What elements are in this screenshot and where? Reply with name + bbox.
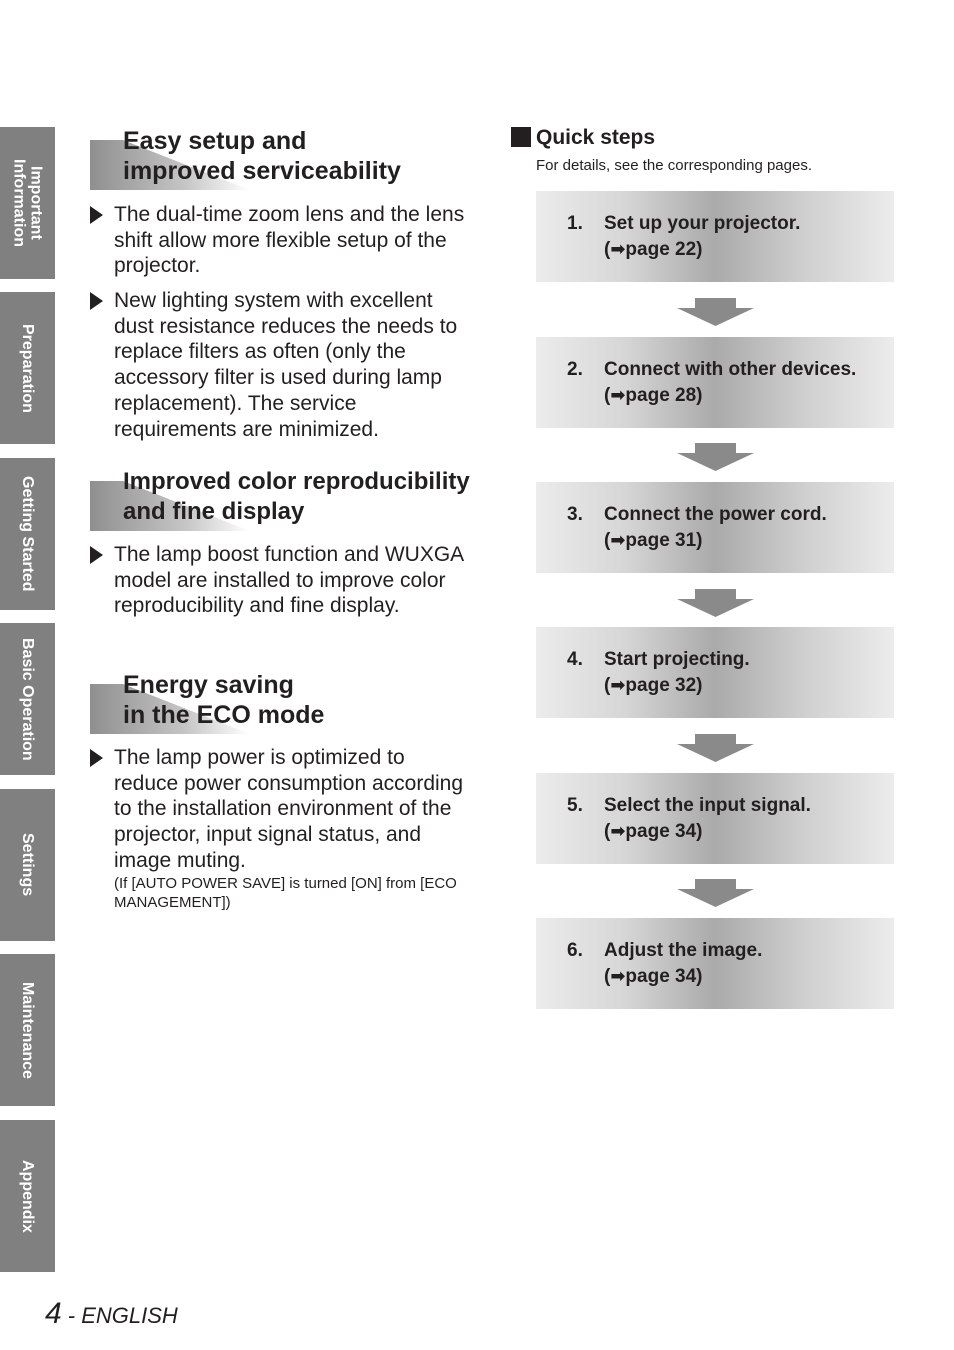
section-title: Easy setup and improved serviceability bbox=[123, 127, 401, 185]
arrow-right-icon: ➡ bbox=[610, 820, 626, 841]
down-arrow-icon bbox=[677, 298, 754, 326]
section-heading-easy-setup bbox=[90, 126, 470, 190]
page-reference-link[interactable]: (➡page 31) bbox=[604, 529, 703, 551]
arrow-right-icon: ➡ bbox=[610, 674, 626, 695]
side-tab-settings[interactable] bbox=[0, 789, 55, 941]
side-tab-label: Basic Operation bbox=[19, 637, 36, 761]
down-arrow-icon bbox=[677, 443, 754, 471]
quick-steps-title: Quick steps bbox=[536, 126, 656, 149]
section-title: Energy saving in the ECO mode bbox=[123, 671, 325, 729]
step-number: 4. bbox=[567, 649, 583, 670]
side-tab-important-information[interactable] bbox=[0, 127, 55, 279]
arrow-right-icon: ➡ bbox=[610, 965, 626, 986]
page-reference-link[interactable]: (➡page 34) bbox=[604, 820, 703, 842]
step-text: Set up your projector. (➡page 22) bbox=[604, 212, 800, 262]
step-box bbox=[536, 627, 894, 718]
step-text: Connect the power cord. (➡page 31) bbox=[604, 503, 827, 553]
section-heading-color-reproducibility bbox=[90, 467, 470, 531]
triangle-bullet-icon bbox=[90, 546, 103, 564]
step-number: 2. bbox=[567, 359, 583, 380]
step-number: 5. bbox=[567, 795, 583, 816]
step-text: Connect with other devices. (➡page 28) bbox=[604, 358, 856, 408]
triangle-bullet-icon bbox=[90, 206, 103, 224]
step-number: 1. bbox=[567, 213, 583, 234]
bullet-item: New lighting system with excellent dust resistance reduces the needs to replace filters as often (only the accessory filter is used during lamp replacement). The service requirements are minimized. bbox=[90, 288, 470, 442]
step-number: 6. bbox=[567, 940, 583, 961]
step-box bbox=[536, 918, 894, 1009]
step-text: Start projecting. (➡page 32) bbox=[604, 648, 750, 698]
step-box bbox=[536, 337, 894, 428]
step-number: 3. bbox=[567, 504, 583, 525]
triangle-bullet-icon bbox=[90, 749, 103, 767]
arrow-right-icon: ➡ bbox=[610, 384, 626, 405]
side-tab-label: Getting Started bbox=[19, 476, 36, 592]
bullet-item: The dual-time zoom lens and the lens shift allow more flexible setup of the projector. bbox=[90, 202, 470, 279]
quick-steps-subtitle: For details, see the corresponding pages. bbox=[536, 157, 812, 174]
section-title: Improved color reproducibility and fine display bbox=[123, 468, 470, 525]
side-tab-getting-started[interactable] bbox=[0, 458, 55, 610]
step-box bbox=[536, 773, 894, 864]
side-tab-appendix[interactable] bbox=[0, 1120, 55, 1272]
page-reference-link[interactable]: (➡page 22) bbox=[604, 238, 703, 260]
square-marker-icon bbox=[511, 127, 531, 147]
side-tab-preparation[interactable] bbox=[0, 292, 55, 444]
side-tab-label: Important Information bbox=[10, 159, 45, 247]
page-number: 4 bbox=[45, 1297, 62, 1330]
side-tab-label: Appendix bbox=[19, 1159, 36, 1233]
page-reference-link[interactable]: (➡page 34) bbox=[604, 965, 703, 987]
footnote: (If [AUTO POWER SAVE] is turned [ON] from [ECO MANAGEMENT]) bbox=[114, 875, 457, 911]
step-box bbox=[536, 482, 894, 573]
down-arrow-icon bbox=[677, 879, 754, 907]
down-arrow-icon bbox=[677, 734, 754, 762]
step-text: Adjust the image. (➡page 34) bbox=[604, 939, 762, 989]
step-box bbox=[536, 191, 894, 282]
step-text: Select the input signal. (➡page 34) bbox=[604, 794, 811, 844]
bullet-item: The lamp boost function and WUXGA model are installed to improve color reproducibility and fine display. bbox=[90, 542, 470, 619]
side-tab-basic-operation[interactable] bbox=[0, 623, 55, 775]
section-heading-energy-saving bbox=[90, 670, 470, 734]
side-tab-maintenance[interactable] bbox=[0, 954, 55, 1106]
page-reference-link[interactable]: (➡page 32) bbox=[604, 674, 703, 696]
arrow-right-icon: ➡ bbox=[610, 238, 626, 259]
arrow-right-icon: ➡ bbox=[610, 529, 626, 550]
side-tab-label: Maintenance bbox=[19, 981, 36, 1079]
page-footer bbox=[45, 1296, 178, 1334]
side-tab-label: Settings bbox=[19, 833, 36, 897]
page-reference-link[interactable]: (➡page 28) bbox=[604, 384, 703, 406]
side-tab-label: Preparation bbox=[19, 323, 36, 413]
language-label: - ENGLISH bbox=[61, 1303, 178, 1328]
bullet-item: The lamp power is optimized to reduce power consumption according to the installation environment of the projector, input signal status, and image muting. bbox=[90, 745, 470, 874]
down-arrow-icon bbox=[677, 589, 754, 617]
triangle-bullet-icon bbox=[90, 292, 103, 310]
